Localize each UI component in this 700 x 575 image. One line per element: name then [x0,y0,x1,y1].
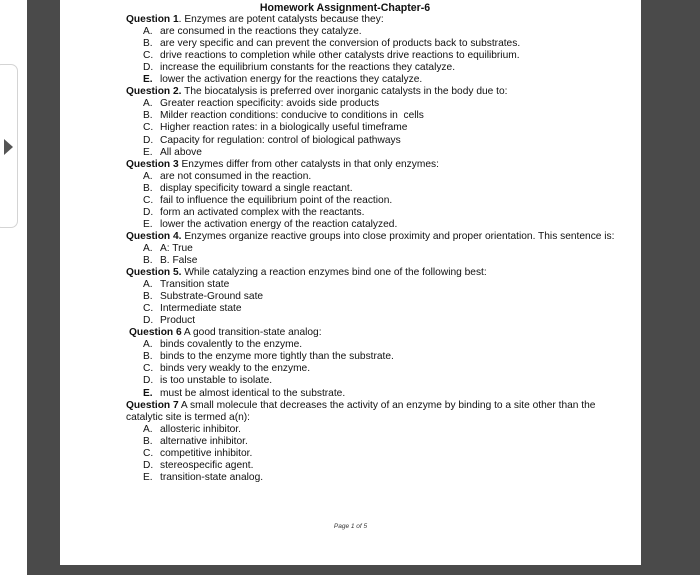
question-3 [126,159,631,171]
option: D. Capacity for regulation: control of biological pathways [143,134,401,146]
option: D. form an activated complex with the reactants. [143,206,365,218]
question-text: Enzymes organize reactive groups into close proximity and proper orientation. This sentence is: [181,230,615,242]
question-text: Enzymes differ from other catalysts in that only enzymes: [178,158,439,170]
option: A. are consumed in the reactions they catalyze. [143,26,362,38]
question-text: While catalyzing a reaction enzymes bind one of the following best: [181,267,487,279]
option: B. B. False [143,254,198,266]
option: C. Higher reaction rates: in a biologically useful timeframe [143,122,408,134]
option: E. must be almost identical to the substrate. [143,387,346,399]
option: E. lower the activation energy of the reaction catalyzed. [143,218,398,230]
question-label: Question 1 [126,14,179,26]
option: D. stereospecific agent. [143,459,254,471]
option: D. increase the equilibrium constants for the reactions they catalyze. [143,62,456,74]
option: C. drive reactions to completion while other catalysts drive reactions to equilibrium. [143,50,520,62]
play-arrow-icon [4,139,13,155]
option: D. Product [143,315,196,327]
option: C. binds very weakly to the enzyme. [143,363,311,375]
question-label: Question 2. [126,86,182,98]
option: B. binds to the enzyme more tightly than the substrate. [143,351,394,363]
option: C. competitive inhibitor. [143,447,253,459]
option: A. Transition state [143,279,230,291]
option: B. display specificity toward a single reactant. [143,182,353,194]
question-text: A good transition-state analog: [181,327,322,339]
page-content [126,2,631,484]
option: E. lower the activation energy for the reactions they catalyze. [143,74,423,86]
option: A. are not consumed in the reaction. [143,170,312,182]
document-page [60,0,641,565]
option: C. Intermediate state [143,303,242,315]
option: A. allosteric inhibitor. [143,423,241,435]
question-7 [126,400,631,424]
question-text: The biocatalysis is preferred over inorganic catalysts in the body due to: [181,86,508,98]
option: D. is too unstable to isolate. [143,375,273,387]
option: A. Greater reaction specificity: avoids side products [143,98,380,110]
document-title: Homework Assignment-Chapter-6 [259,2,431,14]
option: E. transition-state analog. [143,471,264,483]
question-4 [126,231,631,243]
question-6 [126,327,631,339]
option: B. alternative inhibitor. [143,435,248,447]
sidebar-toggle[interactable] [0,64,18,228]
page-number: Page 1 of 5 [333,523,368,530]
option: A. binds covalently to the enzyme. [143,339,303,351]
question-5 [126,267,631,279]
question-2 [126,86,631,98]
question-label: Question 3 [126,158,179,170]
question-1 [126,14,631,26]
question-label: Question 5. [126,267,182,279]
option: B. Milder reaction conditions: conducive to conditions in cells [143,110,424,122]
option: B. Substrate-Ground sate [143,291,264,303]
question-text: A small molecule that decreases the activity of an enzyme by binding to a site other than the catalytic site is termed a(n): [126,399,596,423]
question-label: Question 4. [126,230,182,242]
option: C. fail to influence the equilibrium point of the reaction. [143,194,393,206]
option: A. A: True [143,242,193,254]
question-label: Question 7 [126,399,179,411]
option: B. are very specific and can prevent the conversion of products back to substrates. [143,38,521,50]
question-label: Question 6 [129,327,182,339]
question-text: . Enzymes are potent catalysts because they: [178,14,384,26]
option: E. All above [143,146,202,158]
